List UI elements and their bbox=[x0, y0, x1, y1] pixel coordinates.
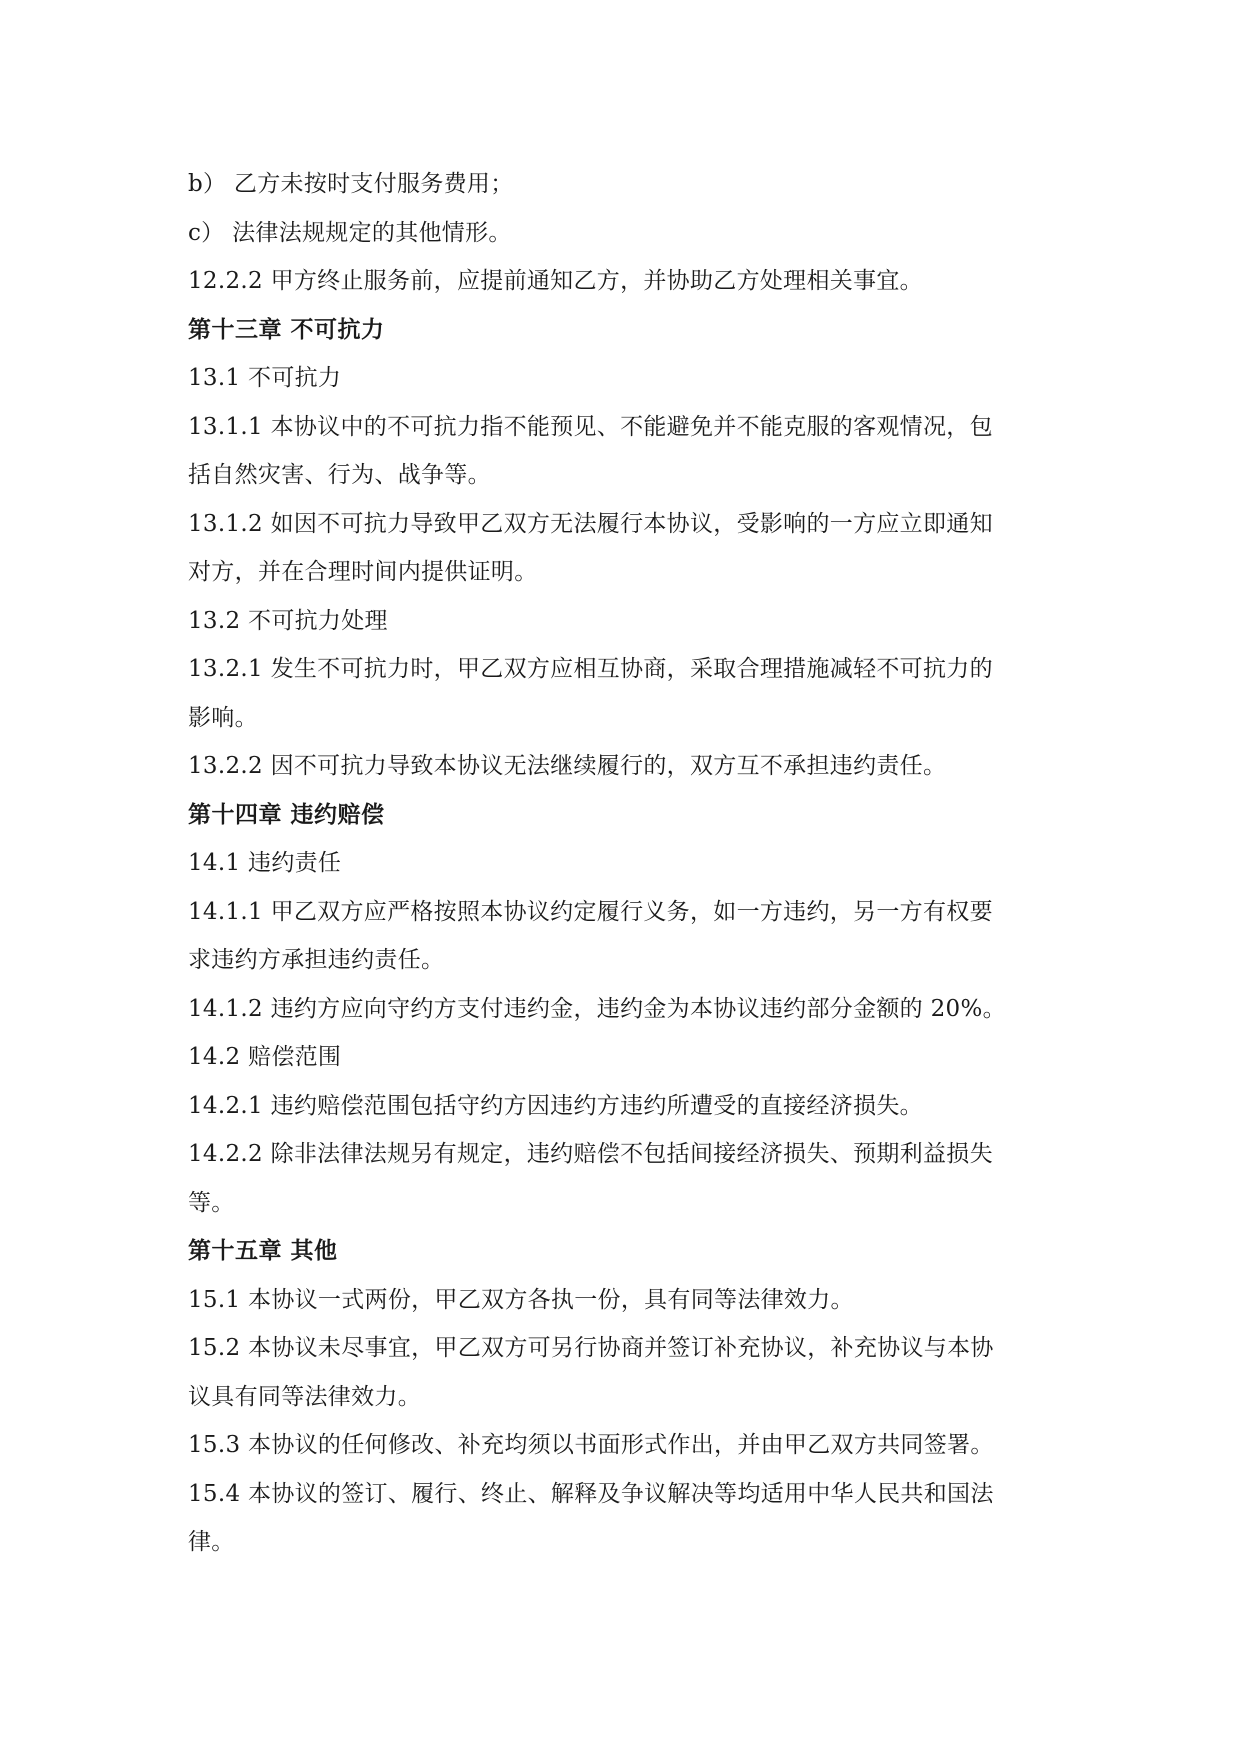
document-line: 等。 bbox=[188, 1189, 235, 1216]
document-line: 12.2.2 甲方终止服务前，应提前通知乙方，并协助乙方处理相关事宜。 bbox=[188, 268, 923, 294]
document-line: 对方，并在合理时间内提供证明。 bbox=[188, 559, 538, 585]
document-line: 求违约方承担违约责任。 bbox=[188, 947, 445, 973]
document-line: 律。 bbox=[188, 1529, 235, 1555]
chapter-heading: 第十四章 违约赔偿 bbox=[188, 801, 385, 828]
document-line: 议具有同等法律效力。 bbox=[188, 1383, 421, 1410]
document-body bbox=[188, 160, 1058, 1567]
document-line: b） 乙方未按时支付服务费用； bbox=[188, 171, 514, 197]
document-line: 13.2.2 因不可抗力导致本协议无法继续履行的，双方互不承担违约责任。 bbox=[188, 753, 947, 779]
document-line: 14.1 违约责任 bbox=[188, 850, 342, 876]
document-line: 14.2 赔偿范围 bbox=[188, 1044, 342, 1070]
document-line: 13.2 不可抗力处理 bbox=[188, 607, 388, 634]
document-line: 13.2.1 发生不可抗力时，甲乙双方应相互协商，采取合理措施减轻不可抗力的 bbox=[188, 656, 993, 682]
document-line: 14.1.1 甲乙双方应严格按照本协议约定履行义务，如一方违约，另一方有权要 bbox=[188, 898, 993, 925]
document-line: 15.2 本协议未尽事宜，甲乙双方可另行协商并签订补充协议，补充协议与本协 bbox=[188, 1335, 994, 1361]
document-line: 15.4 本协议的签订、履行、终止、解释及争议解决等均适用中华人民共和国法 bbox=[188, 1480, 994, 1507]
document-line: 15.3 本协议的任何修改、补充均须以书面形式作出，并由甲乙双方共同签署。 bbox=[188, 1432, 994, 1458]
document-line: 14.2.2 除非法律法规另有规定，违约赔偿不包括间接经济损失、预期利益损失 bbox=[188, 1141, 993, 1167]
document-line: 13.1.2 如因不可抗力导致甲乙双方无法履行本协议，受影响的一方应立即通知 bbox=[188, 510, 993, 537]
document-line: 13.1 不可抗力 bbox=[188, 365, 342, 391]
document-line: c） 法律法规规定的其他情形。 bbox=[188, 219, 512, 246]
document-line: 14.1.2 违约方应向守约方支付违约金，违约金为本协议违约部分金额的 20%。 bbox=[188, 995, 1006, 1022]
chapter-heading: 第十三章 不可抗力 bbox=[188, 316, 385, 343]
document-line: 13.1.1 本协议中的不可抗力指不能预见、不能避免并不能克服的客观情况，包 bbox=[188, 413, 993, 440]
document-line: 括自然灾害、行为、战争等。 bbox=[188, 462, 491, 488]
document-line: 15.1 本协议一式两份，甲乙双方各执一份，具有同等法律效力。 bbox=[188, 1286, 854, 1313]
document-line: 影响。 bbox=[188, 704, 258, 731]
chapter-heading: 第十五章 其他 bbox=[188, 1238, 338, 1264]
document-line: 14.2.1 违约赔偿范围包括守约方因违约方违约所遭受的直接经济损失。 bbox=[188, 1092, 923, 1119]
